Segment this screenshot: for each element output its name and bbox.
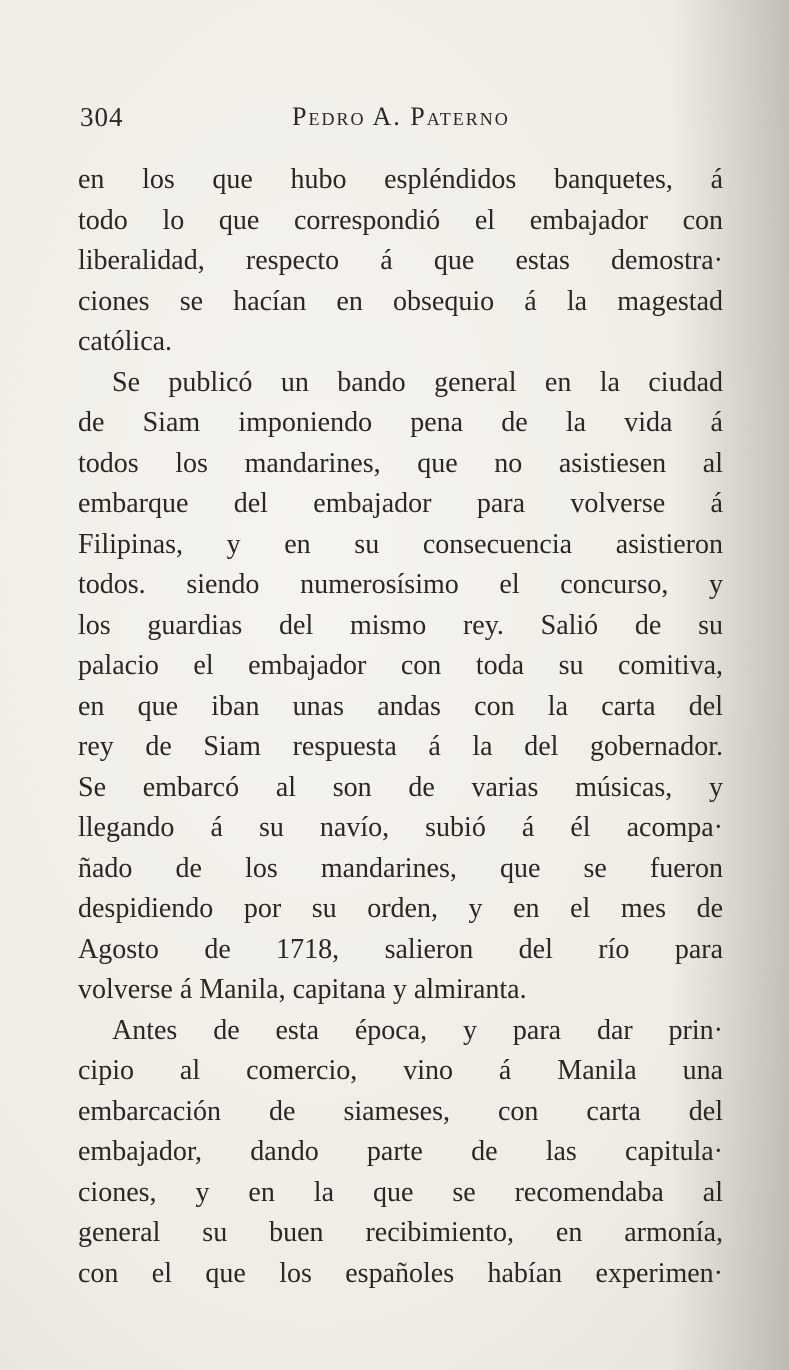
page-number: 304: [80, 102, 124, 132]
text-line: rey de Siam respuesta á la del gobernador.: [78, 731, 723, 762]
text-line: Se embarcó al son de varias músicas, y: [78, 771, 723, 803]
text-line: cipio al comercio, vino á Manila una: [78, 1055, 723, 1086]
text-line: ñado de los mandarines, que se fueron: [78, 852, 723, 884]
running-head: Pedro A. Paterno: [292, 102, 510, 131]
text-line: Antes de esta época, y para dar prin·: [112, 1014, 723, 1046]
text-line: con el que los españoles habían experimen·: [78, 1257, 723, 1289]
text-line: todo lo que correspondió el embajador con: [78, 204, 723, 236]
text-line: volverse á Manila, capitana y almiranta.: [78, 974, 527, 1005]
text-line: Filipinas, y en su consecuencia asistieron: [78, 528, 723, 560]
text-line: los guardias del mismo rey. Salió de su: [78, 609, 723, 641]
text-line: embajador, dando parte de las capitula·: [78, 1136, 723, 1167]
text-line: ciones se hacían en obsequio á la magestad: [78, 285, 723, 317]
text-line: todos. siendo numerosísimo el concurso, y: [78, 569, 723, 600]
text-line: católica.: [78, 326, 173, 357]
text-line: embarcación de siameses, con carta del: [78, 1095, 723, 1127]
text-line: en los que hubo espléndidos banquetes, á: [78, 164, 723, 195]
page-header: [80, 102, 720, 142]
text-line: Se publicó un bando general en la ciudad: [112, 366, 723, 398]
text-line: despidiendo por su orden, y en el mes de: [78, 893, 723, 924]
text-line: ciones, y en la que se recomendaba al: [78, 1176, 723, 1208]
text-line: de Siam imponiendo pena de la vida á: [78, 407, 723, 438]
text-line: general su buen recibimiento, en armonía,: [78, 1217, 723, 1248]
body-text: [78, 160, 723, 1294]
text-line: palacio el embajador con toda su comitiva,: [78, 650, 723, 681]
text-line: Agosto de 1718, salieron del río para: [78, 933, 723, 965]
text-line: en que iban unas andas con la carta del: [78, 690, 723, 722]
text-line: llegando á su navío, subió á él acompa·: [78, 812, 723, 843]
text-line: embarque del embajador para volverse á: [78, 488, 723, 519]
text-line: todos los mandarines, que no asistiesen al: [78, 447, 723, 479]
text-line: liberalidad, respecto á que estas demostra·: [78, 245, 723, 276]
